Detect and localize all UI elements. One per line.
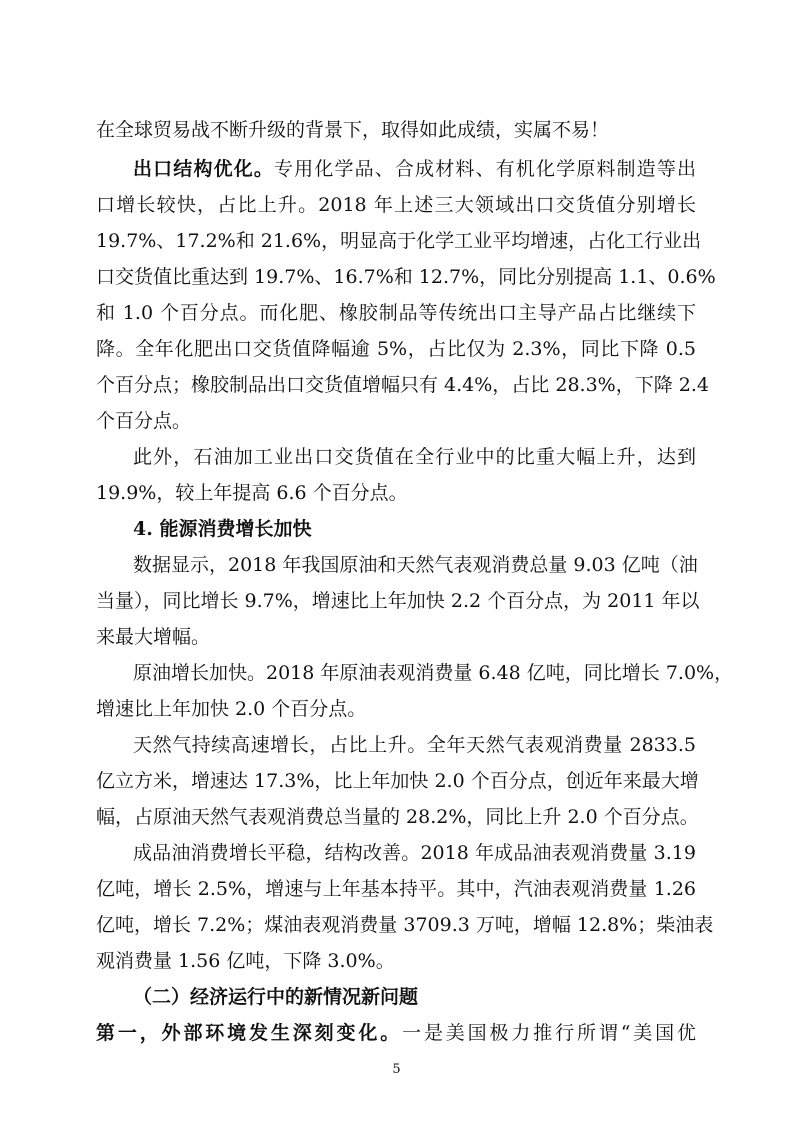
paragraph-line: 亿立方米，增速达 17.3%，比上年加快 2.0 个百分点，创近年来最大增 — [96, 770, 699, 792]
paragraph-line: 口交货值比重达到 19.7%、16.7%和 12.7%，同比分别提高 1.1、0.6% — [96, 266, 716, 288]
paragraph-line — [133, 156, 696, 182]
paragraph-line: 在全球贸易战不断升级的背景下，取得如此成绩，实属不易！ — [96, 119, 610, 141]
paragraph-line: 此外，石油加工业出口交货值在全行业中的比重大幅上升，达到 — [133, 446, 696, 468]
section-lead: 出口结构优化。 — [133, 158, 275, 180]
paragraph-line: 降。全年化肥出口交货值降幅逾 5%，占比仅为 2.3%，同比下降 0.5 — [96, 338, 696, 360]
paragraph-line: 增速比上年加快 2.0 个百分点。 — [96, 698, 367, 720]
paragraph-line: 幅，占原油天然气表观消费总当量的 28.2%，同比上升 2.0 个百分点。 — [96, 806, 699, 828]
paragraph-line: 亿吨，增长 2.5%，增速与上年基本持平。其中，汽油表观消费量 1.26 — [96, 878, 696, 900]
paragraph-line: 19.9%，较上年提高 6.6 个百分点。 — [96, 482, 408, 504]
paragraph-text: 专用化学品、合成材料、有机化学原料制造等出 — [274, 158, 696, 180]
paragraph-line: 天然气持续高速增长，占比上升。全年天然气表观消费量 2833.5 — [133, 734, 696, 756]
paragraph-line: 19.7%、17.2%和 21.6%，明显高于化学工业平均增速，占化工行业出 — [96, 230, 702, 252]
paragraph-line: 成品油消费增长平稳，结构改善。2018 年成品油表观消费量 3.19 — [133, 842, 696, 864]
section-heading: 4. 能源消费增长加快 — [133, 518, 312, 540]
paragraph-line: 个百分点。 — [96, 410, 192, 432]
paragraph-line: 观消费量 1.56 亿吨，下降 3.0%。 — [96, 950, 395, 972]
paragraph-text: 一是美国极力推行所谓“美国优 — [402, 1022, 696, 1044]
paragraph-line: 原油增长加快。2018 年原油表观消费量 6.48 亿吨，同比增长 7.0%， — [133, 662, 734, 684]
page-number: 5 — [392, 1062, 401, 1077]
paragraph-line: 数据显示，2018 年我国原油和天然气表观消费总量 9.03 亿吨（油 — [133, 554, 698, 576]
paragraph-line: 来最大增幅。 — [96, 626, 211, 648]
section-lead: 第一，外部环境发生深刻变化。 — [96, 1022, 403, 1044]
section-heading: （二）经济运行中的新情况新问题 — [133, 986, 419, 1008]
paragraph-line — [96, 1020, 696, 1046]
paragraph-line: 个百分点；橡胶制品出口交货值增幅只有 4.4%，占比 28.3%，下降 2.4 — [96, 374, 709, 396]
paragraph-line: 口增长较快，占比上升。2018 年上述三大领域出口交货值分别增长 — [96, 194, 696, 216]
paragraph-line: 亿吨，增长 7.2%；煤油表观消费量 3709.3 万吨，增幅 12.8%；柴油表 — [96, 914, 714, 936]
paragraph-line: 和 1.0 个百分点。而化肥、橡胶制品等传统出口主导产品占比继续下 — [96, 302, 696, 324]
paragraph-line: 当量），同比增长 9.7%，增速比上年加快 2.2 个百分点，为 2011 年以 — [96, 590, 700, 612]
